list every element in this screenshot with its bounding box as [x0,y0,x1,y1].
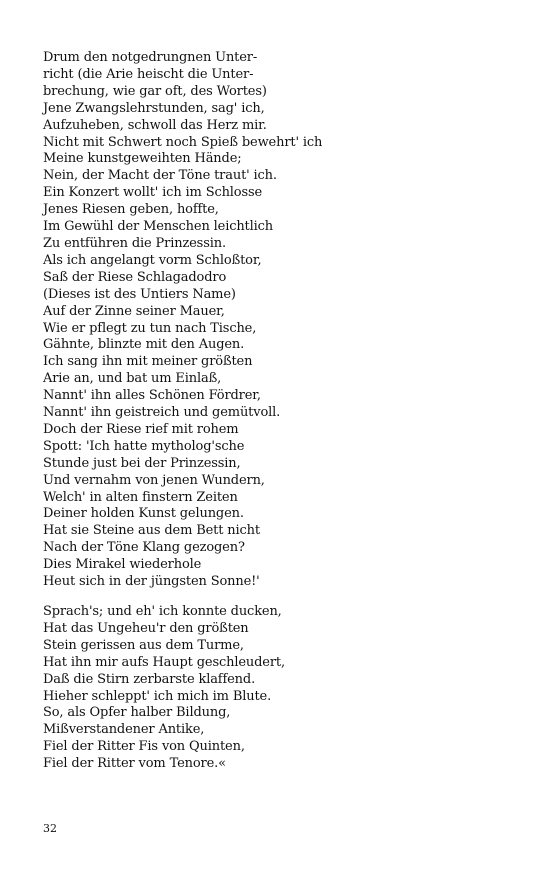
verse-line: Nannt' ihn geistreich und gemütvoll. [43,405,281,421]
verse-line: Nicht mit Schwert noch Spieß bewehrt' ich [43,134,323,150]
verse-line: richt (die Arie heischt die Unter- [43,66,254,82]
verse-line: Welch' in alten finstern Zeiten [43,489,238,505]
verse-line: (Dieses ist des Untiers Name) [43,286,236,302]
verse-line: Hat das Ungeheu'r den größten [43,620,249,636]
verse-line: Fiel der Ritter Fis von Quinten, [43,739,245,755]
stanza-2 [43,604,285,773]
verse-line: Auf der Zinne seiner Mauer, [43,303,225,319]
verse-line: Jene Zwangslehrstunden, sag' ich, [43,100,265,116]
verse-line: Zu entführen die Prinzessin. [43,235,226,251]
verse-line: Drum den notgedrungnen Unter- [43,50,258,65]
verse-line: Nein, der Macht der Töne traut' ich. [43,168,277,184]
verse-line: Mißverstandener Antike, [43,722,205,738]
verse-line: Fiel der Ritter vom Tenore.« [43,756,226,772]
verse-line: brechung, wie gar oft, des Wortes) [43,83,267,99]
verse-line: Und vernahm von jenen Wundern, [43,472,265,488]
verse-line: Hat sie Steine aus dem Bett nicht [43,523,260,539]
verse-line: Arie an, und bat um Einlaß, [43,371,222,387]
verse-line: Aufzuheben, schwoll das Herz mir. [43,117,267,133]
verse-line: Hieher schleppt' ich mich im Blute. [43,688,272,704]
verse-line: Stunde just bei der Prinzessin, [43,455,241,471]
verse-line: Spott: 'Ich hatte mytholog'sche [43,438,245,454]
verse-line: Saß der Riese Schlagadodro [43,269,227,285]
verse-line: Stein gerissen aus dem Turme, [43,637,244,653]
verse-line: Daß die Stirn zerbarste klaffend. [43,671,256,687]
page-number: 32 [43,822,57,835]
verse-line: Ich sang ihn mit meiner größten [43,354,253,370]
verse-line: Im Gewühl der Menschen leichtlich [43,219,274,235]
verse-line: Nach der Töne Klang gezogen? [43,540,245,556]
verse-line: Hat ihn mir aufs Haupt geschleudert, [43,654,285,670]
verse-line: Nannt' ihn alles Schönen Fördrer, [43,388,261,404]
verse-line: Wie er pflegt zu tun nach Tische, [43,320,257,336]
stanza-1 [43,50,322,591]
verse-line: Gähnte, blinzte mit den Augen. [43,337,245,353]
verse-line: Deiner holden Kunst gelungen. [43,506,244,522]
verse-line: So, als Opfer halber Bildung, [43,705,231,721]
verse-line: Meine kunstgeweihten Hände; [43,151,242,167]
verse-line: Dies Mirakel wiederhole [43,557,202,573]
verse-line: Heut sich in der jüngsten Sonne!' [43,574,260,590]
verse-line: Jenes Riesen geben, hoffte, [43,202,219,218]
verse-line: Sprach's; und eh' ich konnte ducken, [43,604,282,619]
verse-line: Ein Konzert wollt' ich im Schlosse [43,185,263,201]
verse-line: Als ich angelangt vorm Schloßtor, [43,252,262,268]
verse-line: Doch der Riese rief mit rohem [43,421,239,437]
